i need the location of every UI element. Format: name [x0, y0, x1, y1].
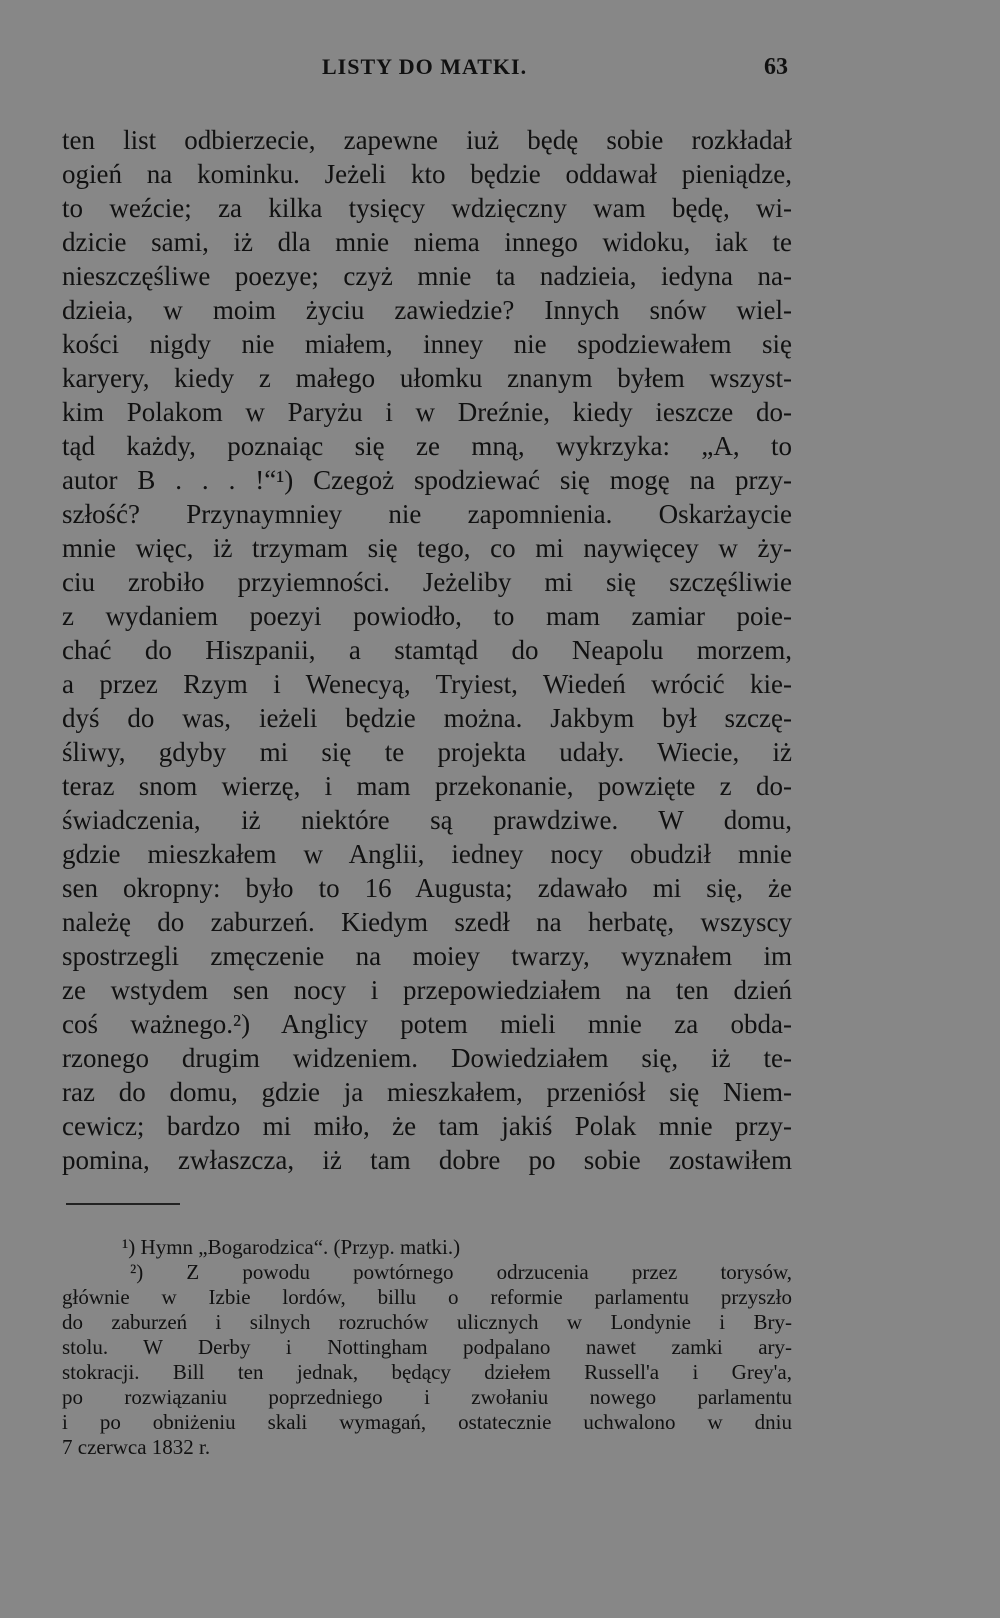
body-line: ten list odbierzecie, zapewne iuż będę sobie rozkładał — [62, 125, 792, 155]
body-line: z wydaniem poezyi powiodło, to mam zamiar poie- — [62, 601, 792, 631]
footnote-2-line: stokracji. Bill ten jednak, będący dziełem Russell'a i Grey'a, — [62, 1360, 792, 1384]
body-line: gdzie mieszkałem w Anglii, iedney nocy obudził mnie — [62, 839, 792, 869]
body-line: karyery, kiedy z małego ułomku znanym byłem wszyst- — [62, 363, 792, 393]
body-line: szłość? Przynaymniey nie zapomnienia. Oskarżaycie — [62, 499, 792, 529]
footnote-1: ¹) Hymn „Bogarodzica“. (Przyp. matki.) — [122, 1235, 461, 1259]
body-line: pomina, zwłaszcza, iż tam dobre po sobie zostawiłem — [62, 1145, 792, 1175]
body-line: ogień na kominku. Jeżeli kto będzie oddawał pieniądze, — [62, 159, 792, 189]
body-line: śliwy, gdyby mi się te projekta udały. Wiecie, iż — [62, 737, 792, 767]
body-line: kości nigdy nie miałem, inney nie spodziewałem się — [62, 329, 792, 359]
footnote-2-line: stolu. W Derby i Nottingham podpalano nawet zamki ary- — [62, 1335, 792, 1359]
body-line: coś ważnego.²) Anglicy potem mieli mnie za obda- — [62, 1009, 792, 1039]
footnote-2-line: po rozwiązaniu poprzedniego i zwołaniu nowego parlamentu — [62, 1385, 792, 1409]
body-line: autor B . . . !“¹) Czegoż spodziewać się mogę na przy- — [62, 465, 792, 495]
footnote-2-line: do zaburzeń i silnych rozruchów ulicznych w Londynie i Bry- — [62, 1310, 792, 1334]
body-line: świadczenia, iż niektóre są prawdziwe. W domu, — [62, 805, 792, 835]
body-line: dyś do was, ieżeli będzie można. Jakbym był szczę- — [62, 703, 792, 733]
body-line: kim Polakom w Paryżu i w Dreźnie, kiedy ieszcze do- — [62, 397, 792, 427]
page-number: 63 — [764, 54, 788, 80]
footnotes — [62, 1235, 792, 1460]
body-line: cewicz; bardzo mi miło, że tam jakiś Polak mnie przy- — [62, 1111, 792, 1141]
footnote-separator — [66, 1203, 180, 1205]
body-line: to weźcie; za kilka tysięcy wdzięczny wam będę, wi- — [62, 193, 792, 223]
footnote-2-line: głównie w Izbie lordów, billu o reformie parlamentu przyszło — [62, 1285, 792, 1309]
footnote-2-line: ²) Z powodu powtórnego odrzucenia przez torysów, — [130, 1260, 792, 1284]
body-line: ciu zrobiło przyiemności. Jeżeliby mi się szczęśliwie — [62, 567, 792, 597]
body-line: należę do zaburzeń. Kiedym szedł na herbatę, wszyscy — [62, 907, 792, 937]
body-line: chać do Hiszpanii, a stamtąd do Neapolu morzem, — [62, 635, 792, 665]
body-line: ze wstydem sen nocy i przepowiedziałem na ten dzień — [62, 975, 792, 1005]
body-line: a przez Rzym i Wenecyą, Tryiest, Wiedeń wrócić kie- — [62, 669, 792, 699]
body-line: dzicie sami, iż dla mnie niema innego widoku, iak te — [62, 227, 792, 257]
body-line: spostrzegli zmęczenie na moiey twarzy, wyznałem im — [62, 941, 792, 971]
footnote-2-line: i po obniżeniu skali wymagań, ostatecznie uchwalono w dniu — [62, 1410, 792, 1434]
running-head: LISTY DO MATKI. — [322, 54, 528, 79]
body-line: mnie więc, iż trzymam się tego, co mi naywięcey w ży- — [62, 533, 792, 563]
body-text — [62, 123, 792, 1177]
body-line: raz do domu, gdzie ja mieszkałem, przeniósł się Niem- — [62, 1077, 792, 1107]
body-line: tąd każdy, poznaiąc się ze mną, wykrzyka: „A, to — [62, 431, 792, 461]
footnote-2-line: 7 czerwca 1832 r. — [62, 1435, 211, 1459]
body-line: sen okropny: było to 16 Augusta; zdawało mi się, że — [62, 873, 792, 903]
body-line: teraz snom wierzę, i mam przekonanie, powzięte z do- — [62, 771, 792, 801]
body-line: nieszczęśliwe poezye; czyż mnie ta nadzieia, iedyna na- — [62, 261, 792, 291]
body-line: rzonego drugim widzeniem. Dowiedziałem się, iż te- — [62, 1043, 792, 1073]
body-line: dzieia, w moim życiu zawiedzie? Innych snów wiel- — [62, 295, 792, 325]
